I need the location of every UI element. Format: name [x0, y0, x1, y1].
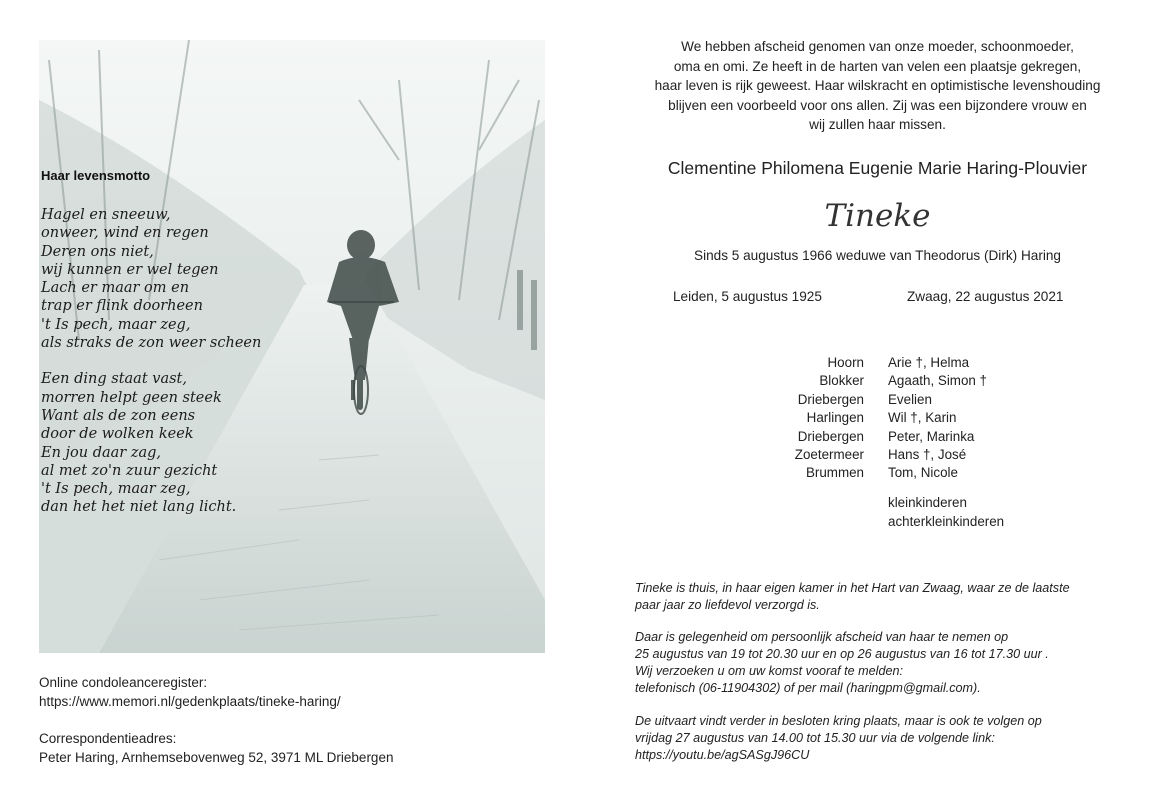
family-place: Hoorn — [827, 355, 864, 370]
family-row — [700, 392, 1060, 410]
family-names: Arie †, Helma — [888, 355, 970, 370]
family-names: Tom, Nicole — [888, 465, 958, 481]
poem-line: 't Is pech, maar zeg, — [41, 481, 191, 498]
poem-line: En jou daar zag, — [41, 444, 161, 461]
condolence-register — [39, 673, 341, 711]
notice-home — [635, 580, 1135, 614]
family-row — [700, 373, 1060, 391]
notice-line: Daar is gelegenheid om persoonlijk afscheid van haar te nemen op — [635, 630, 1009, 644]
family-names: Peter, Marinka — [888, 428, 975, 444]
poem-line: dan het het niet lang licht. — [41, 499, 237, 516]
poem-line: al met zo'n zuur gezicht — [41, 462, 218, 479]
widow-line: Sinds 5 augustus 1966 weduwe van Theodorus (Dirk) Haring — [694, 248, 1061, 263]
poem-line: Want als de zon eens — [41, 407, 196, 424]
family-place: Harlingen — [806, 410, 864, 426]
poem-line: Lach er maar om en — [41, 280, 190, 297]
intro-line: blijven een voorbeeld voor ons allen. Zij was een bijzondere vrouw en — [668, 97, 1087, 113]
family-row — [700, 447, 1060, 465]
death-date: Zwaag, 22 augustus 2021 — [907, 289, 1064, 304]
family-row — [700, 355, 1060, 373]
motto-title: Haar levensmotto — [41, 168, 151, 183]
poem-line: door de wolken keek — [41, 426, 194, 443]
poem-line: 't Is pech, maar zeg, — [41, 316, 191, 333]
notice-line: vrijdag 27 augustus van 14.00 tot 15.30 uur via de volgende link: — [635, 731, 995, 745]
family-place: Driebergen — [797, 428, 864, 444]
deceased-full-name: Clementine Philomena Eugenie Marie Haring-Plouvier — [667, 158, 1088, 178]
intro-line: wij zullen haar missen. — [809, 117, 946, 132]
notice-line: Wij verzoeken u om uw komst vooraf te melden: — [635, 664, 903, 678]
correspondence-label: Correspondentieadres: — [39, 731, 177, 746]
correspondence-text: Peter Haring, Arnhemsebovenweg 52, 3971 ML Driebergen — [39, 750, 394, 765]
correspondence-address — [39, 729, 393, 767]
grandchildren-line: kleinkinderen — [888, 495, 967, 510]
family-place: Brummen — [805, 465, 864, 481]
family-names: Wil †, Karin — [888, 410, 957, 426]
notice-visit — [635, 629, 1135, 697]
family-list — [700, 355, 1060, 484]
poem-line: Hagel en sneeuw, — [41, 207, 171, 223]
family-names: Evelien — [888, 391, 932, 407]
family-place: Driebergen — [797, 391, 864, 407]
intro-line: We hebben afscheid genomen van onze moeder, schoonmoeder, — [681, 39, 1074, 54]
notice-line: Tineke is thuis, in haar eigen kamer in het Hart van Zwaag, waar ze de laatste — [635, 581, 1070, 595]
family-row — [700, 429, 1060, 447]
poem-line: onweer, wind en regen — [41, 225, 209, 242]
poem-line: morren helpt geen steek — [41, 389, 222, 406]
notice-line: paar jaar zo liefdevol verzorgd is. — [635, 598, 820, 612]
condolence-label: Online condoleanceregister: — [39, 675, 208, 690]
notice-line: De uitvaart vindt verder in besloten kring plaats, maar is ook te volgen op — [635, 714, 1042, 728]
stanza-gap — [41, 352, 341, 370]
grandchildren — [888, 493, 1004, 531]
notice-funeral — [635, 713, 1135, 764]
family-row — [700, 465, 1060, 483]
poem — [41, 206, 341, 517]
deceased-nickname: Tineke — [824, 198, 931, 234]
great-grandchildren-line: achterkleinkinderen — [888, 514, 1005, 529]
family-names: Hans †, José — [888, 446, 967, 462]
birth-date: Leiden, 5 augustus 1925 — [673, 289, 822, 304]
poem-line: wij kunnen er wel tegen — [41, 261, 219, 278]
family-place: Zoetermeer — [794, 446, 864, 462]
family-place: Blokker — [819, 373, 864, 389]
intro-text — [615, 37, 1140, 135]
family-names: Agaath, Simon † — [888, 373, 988, 389]
family-row — [700, 410, 1060, 428]
intro-line: haar leven is rijk geweest. Haar wilskracht en optimistische levenshouding — [654, 78, 1101, 93]
intro-line: oma en omi. Ze heeft in de harten van velen een plaatsje gekregen, — [673, 58, 1082, 74]
livestream-link[interactable]: https://youtu.be/agSASgJ96CU — [635, 748, 810, 762]
notice-line: telefonisch (06-11904302) of per mail (haringpm@gmail.com). — [635, 681, 981, 695]
poem-line: Een ding staat vast, — [41, 371, 187, 388]
notice-line: 25 augustus van 19 tot 20.30 uur en op 26 augustus van 16 tot 17.30 uur . — [635, 647, 1049, 661]
poem-line: Deren ons niet, — [41, 243, 154, 260]
condolence-link[interactable]: https://www.memori.nl/gedenkplaats/tineke-haring/ — [39, 694, 341, 709]
poem-line: trap er flink doorheen — [41, 298, 203, 315]
poem-line: als straks de zon weer scheen — [41, 335, 262, 352]
